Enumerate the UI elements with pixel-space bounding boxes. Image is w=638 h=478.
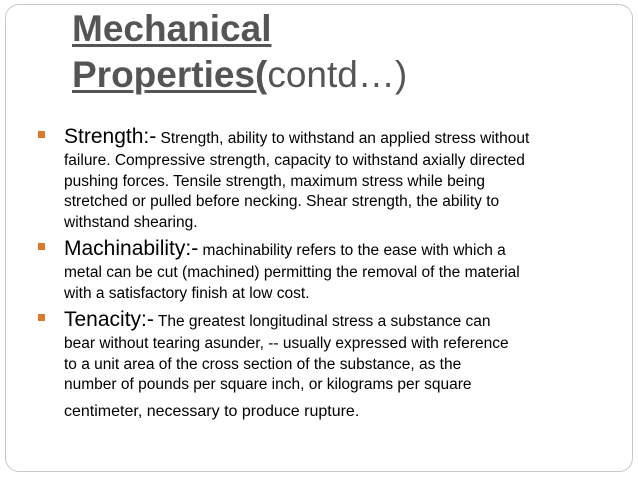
bullet-text-line: to a unit area of the cross section of the substance, as the (64, 355, 462, 373)
bullet-text-line: metal can be cut (machined) permitting the removal of the material (64, 264, 520, 281)
bullet-text-line: withstand shearing. (64, 213, 198, 231)
bullet-text-line: with a satisfactory finish at low cost. (64, 284, 310, 302)
bullet-text-line: Strength, ability to withstand an applied stress without (156, 130, 530, 147)
bullet-text-line: failure. Compressive strength, capacity to withstand axially directed (64, 152, 525, 169)
bullet-text-line: stretched or pulled before necking. Shear strength, the ability to (64, 193, 500, 210)
title-line-2-rest: contd…) (267, 54, 408, 95)
bullet-tenacity (34, 307, 604, 428)
bullet-text-line: bear without tearing asunder, -- usually expressed with reference (64, 335, 509, 352)
bullet-text-line: machinability refers to the ease with which a (198, 242, 506, 259)
square-bullet-icon (38, 314, 45, 321)
bullet-machinability (34, 236, 604, 304)
square-bullet-icon (38, 243, 45, 250)
bullet-term: Machinability:- (64, 237, 199, 260)
bullet-strength (34, 124, 604, 233)
title-line-2-main: Properties( (72, 54, 268, 95)
slide-title (72, 6, 407, 98)
bullet-text-line: The greatest longitudinal stress a substance can (153, 313, 491, 330)
bullet-term: Tenacity:- (64, 308, 154, 331)
bullet-text-line: pushing forces. Tensile strength, maximum stress while being (64, 172, 485, 190)
bullet-text-line: number of pounds per square inch, or kilograms per square (64, 376, 472, 393)
title-line-1: Mechanical (72, 8, 272, 49)
bullet-term: Strength:- (64, 125, 157, 148)
bullet-list (34, 124, 604, 431)
square-bullet-icon (38, 131, 45, 138)
bullet-text-line: centimeter, necessary to produce rupture. (64, 402, 360, 420)
